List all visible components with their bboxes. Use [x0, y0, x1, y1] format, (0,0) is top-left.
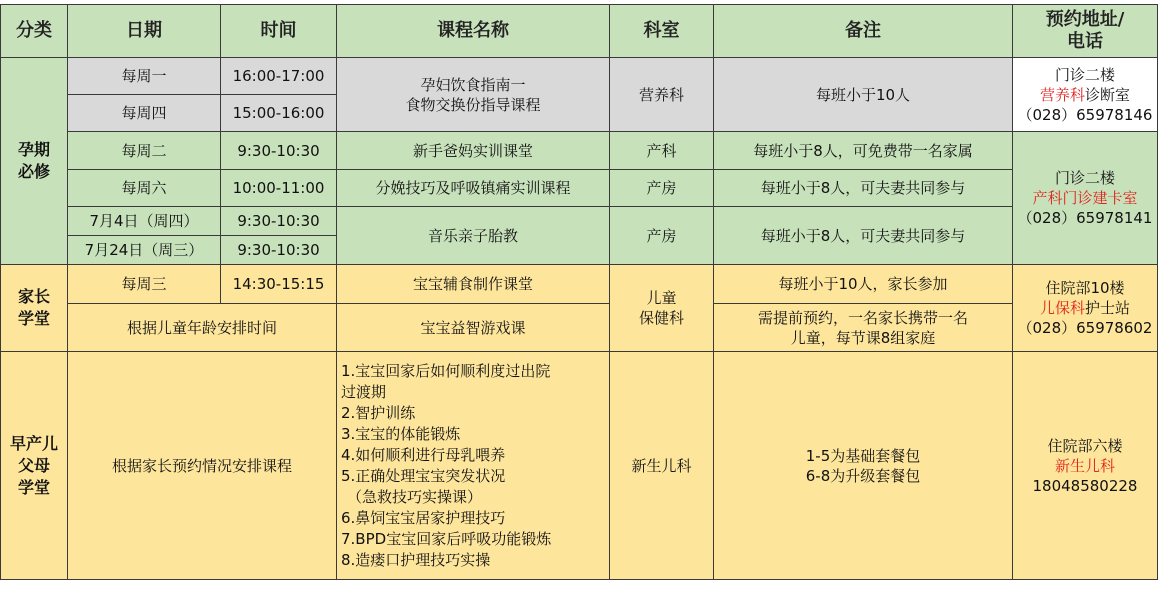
- list-item: 6.鼻饲宝宝居家护理技巧: [341, 508, 506, 527]
- category-parents-line2: 学堂: [17, 309, 50, 328]
- date-cell: 每周一: [68, 58, 221, 95]
- table-row: [1, 304, 1158, 352]
- dept-child-health-line1: 儿童: [646, 289, 677, 307]
- address-obstetric-room: 产科门诊建卡室: [1032, 189, 1138, 207]
- category-preterm-line3: 学堂: [17, 477, 50, 497]
- category-parents-line1: 家长: [17, 287, 50, 306]
- course-cell: 分娩技巧及呼吸镇痛实训课程: [337, 170, 610, 207]
- note-line1: 需提前预约，一名家长携带一名: [757, 308, 968, 327]
- address-child-health-line1: 住院部10楼: [1045, 279, 1125, 297]
- list-item: 5.正确处理宝宝突发状况: [341, 466, 506, 485]
- list-item: 2.智护训练: [341, 403, 416, 422]
- table-row: [1, 352, 1158, 580]
- time-cell: 14:30-15:15: [221, 265, 337, 304]
- note-cell: 每班小于10人，家长参加: [714, 265, 1013, 304]
- schedule-cell: 根据儿童年龄安排时间: [68, 304, 337, 352]
- header-department: 科室: [610, 5, 714, 58]
- address-neonatal-phone: 18048580228: [1032, 476, 1138, 495]
- category-pregnancy-line2: 必修: [17, 162, 50, 181]
- course-list: [337, 352, 610, 580]
- course-cell: 音乐亲子胎教: [337, 207, 610, 265]
- course-nutrition-line2: 食物交换份指导课程: [405, 95, 541, 114]
- course-nutrition: [337, 58, 610, 132]
- date-cell: 每周二: [68, 132, 221, 170]
- course-cell: 新手爸妈实训课堂: [337, 132, 610, 170]
- address-obstetric: [1013, 132, 1158, 265]
- dept-child-health: [610, 265, 714, 352]
- list-item: 8.造瘘口护理技巧实操: [341, 550, 491, 569]
- address-obstetric-line1: 门诊二楼: [1054, 169, 1115, 187]
- schedule-cell: 根据家长预约情况安排课程: [68, 352, 337, 580]
- date-cell: 7月4日（周四）: [68, 207, 221, 236]
- dept-neonatal: 新生儿科: [610, 352, 714, 580]
- header-row: [1, 5, 1158, 58]
- note-cell: [714, 304, 1013, 352]
- address-child-health-dept: 儿保科: [1039, 299, 1085, 317]
- list-item: 过渡期: [341, 382, 387, 401]
- note-line2: 儿童，每节课8组家庭: [790, 328, 936, 347]
- address-nutrition: [1013, 58, 1158, 132]
- note-nutrition: 每班小于10人: [714, 58, 1013, 132]
- address-nutrition-dept: 营养科: [1039, 85, 1085, 104]
- dept-nutrition: 营养科: [610, 58, 714, 132]
- dept-cell: 产科: [610, 132, 714, 170]
- address-neonatal-line1: 住院部六楼: [1047, 436, 1123, 455]
- time-cell: 10:00-11:00: [221, 170, 337, 207]
- table-row: [1, 58, 1158, 95]
- category-preterm: [1, 352, 68, 580]
- header-category: 分类: [1, 5, 68, 58]
- dept-cell: 产房: [610, 170, 714, 207]
- list-item: 7.BPD宝宝回家后呼吸功能锻炼: [341, 529, 552, 548]
- address-neonatal-dept: 新生儿科: [1054, 456, 1115, 475]
- date-cell: 每周四: [68, 95, 221, 132]
- address-nutrition-line2: [1016, 85, 1154, 105]
- date-cell: 每周六: [68, 170, 221, 207]
- note-cell: 每班小于8人，可夫妻共同参与: [714, 207, 1013, 265]
- table-row: [1, 132, 1158, 170]
- header-time: 时间: [221, 5, 337, 58]
- category-pregnancy-line1: 孕期: [17, 140, 50, 159]
- course-nutrition-line1: 孕妇饮食指南一: [420, 75, 526, 94]
- table-row: [1, 265, 1158, 304]
- course-schedule-table: [0, 4, 1158, 580]
- note-cell: 每班小于8人，可夫妻共同参与: [714, 170, 1013, 207]
- header-course: 课程名称: [337, 5, 610, 58]
- header-address: [1013, 5, 1158, 58]
- category-pregnancy: [1, 58, 68, 265]
- table-row: [1, 207, 1158, 236]
- time-cell: 9:30-10:30: [221, 207, 337, 236]
- header-note: 备注: [714, 5, 1013, 58]
- address-nutrition-phone: （028）65978146: [1017, 105, 1153, 124]
- category-preterm-line2: 父母: [17, 455, 50, 475]
- note-cell: 每班小于8人，可免费带一名家属: [714, 132, 1013, 170]
- time-cell: 15:00-16:00: [221, 95, 337, 132]
- list-item: 1.宝宝回家后如何顺利度过出院: [341, 361, 551, 380]
- time-cell: 16:00-17:00: [221, 58, 337, 95]
- address-nutrition-room: 诊断室: [1085, 85, 1131, 104]
- note-line1: 1-5为基础套餐包: [805, 446, 921, 465]
- note-cell: [714, 352, 1013, 580]
- course-cell: 宝宝辅食制作课堂: [337, 265, 610, 304]
- address-child-health-phone: （028）65978602: [1017, 319, 1153, 337]
- header-date: 日期: [68, 5, 221, 58]
- address-child-health: [1013, 265, 1158, 352]
- header-address-line2: 电话: [1067, 31, 1103, 52]
- time-cell: 9:30-10:30: [221, 132, 337, 170]
- list-item: （急救技巧实操课）: [347, 487, 483, 506]
- category-parents: [1, 265, 68, 352]
- course-cell: 宝宝益智游戏课: [337, 304, 610, 352]
- dept-child-health-line2: 保健科: [638, 309, 684, 327]
- address-obstetric-phone: （028）65978141: [1017, 209, 1153, 227]
- date-cell: 每周三: [68, 265, 221, 304]
- list-item: 4.如何顺利进行母乳喂养: [341, 445, 506, 464]
- dept-cell: 产房: [610, 207, 714, 265]
- note-line2: 6-8为升级套餐包: [805, 466, 921, 485]
- time-cell: 9:30-10:30: [221, 236, 337, 265]
- address-child-health-line2: [1016, 298, 1154, 318]
- table-row: [1, 170, 1158, 207]
- list-item: 3.宝宝的体能锻炼: [341, 424, 461, 443]
- address-neonatal: [1013, 352, 1158, 580]
- header-address-line1: 预约地址/: [1045, 9, 1125, 30]
- address-child-health-room: 护士站: [1085, 299, 1131, 317]
- address-nutrition-line1: 门诊二楼: [1054, 65, 1115, 84]
- date-cell: 7月24日（周三）: [68, 236, 221, 265]
- category-preterm-line1: 早产儿: [9, 433, 58, 453]
